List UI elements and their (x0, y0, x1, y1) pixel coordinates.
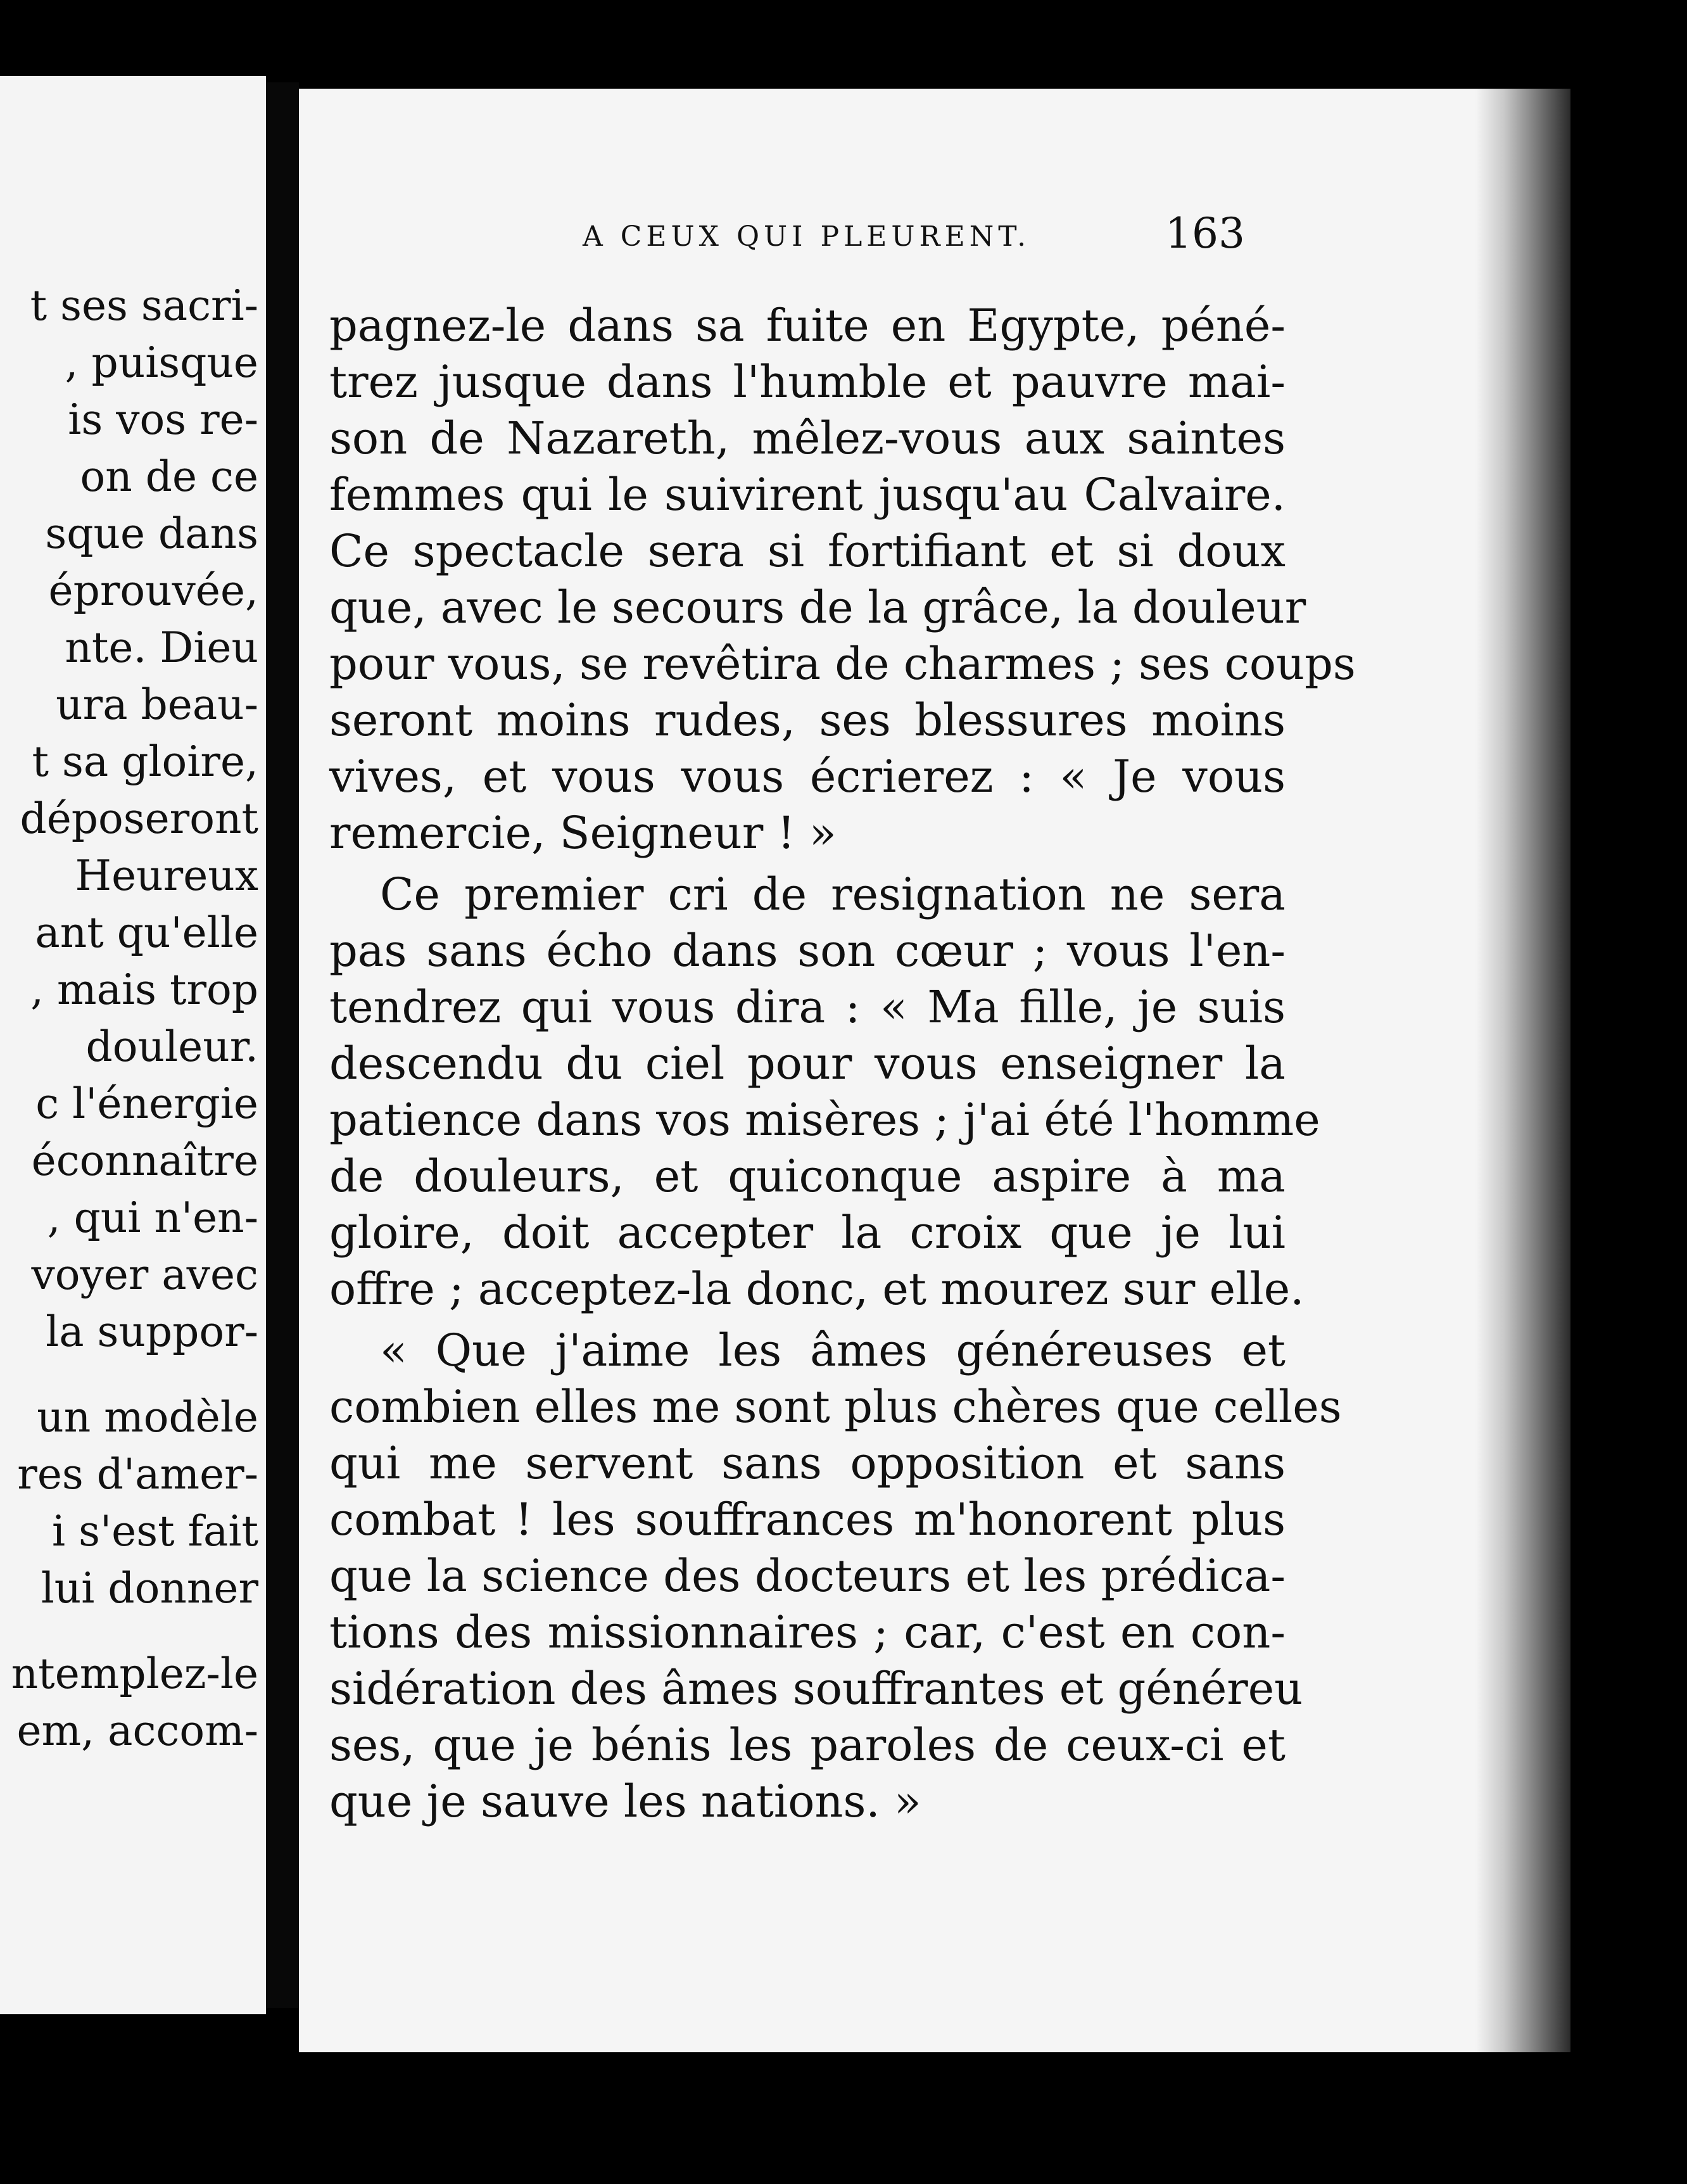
text-line: pas sans écho dans son cœur ; vous l'en- (329, 925, 1286, 977)
left-page-line: la suppor- (46, 1307, 258, 1356)
text-line: de douleurs, et quiconque aspire à ma (329, 1150, 1286, 1202)
text-line: Ce spectacle sera si fortifiant et si doux (329, 525, 1286, 577)
text-line: seront moins rudes, ses blessures moins (329, 694, 1286, 746)
left-page-line: is vos re- (68, 395, 258, 444)
text-line: que la science des docteurs et les prédica- (329, 1550, 1286, 1602)
text-line: combien elles me sont plus chères que celles (329, 1381, 1342, 1433)
text-line: remercie, Seigneur ! » (329, 807, 837, 859)
left-page (0, 76, 266, 2014)
text-line: sidération des âmes souffrantes et généreu (329, 1663, 1303, 1715)
left-page-line: on de ce (80, 452, 258, 501)
text-line: que je sauve les nations. » (329, 1775, 921, 1827)
left-page-line: déposeront (20, 794, 258, 843)
body-text (329, 298, 1356, 1830)
left-page-text (11, 277, 258, 1760)
page-edge-shadow (1475, 89, 1570, 2052)
text-line: combat ! les souffrances m'honorent plus (329, 1494, 1286, 1546)
paragraph-gap (329, 1317, 1286, 1323)
text-line: Ce premier cri de resignation ne sera (380, 868, 1286, 920)
text-line: qui me servent sans opposition et sans (329, 1437, 1286, 1489)
left-page-line: c l'énergie (35, 1079, 258, 1128)
text-line: trez jusque dans l'humble et pauvre mai- (329, 356, 1286, 408)
left-page-line: voyer avec (31, 1250, 258, 1299)
text-line: son de Nazareth, mêlez-vous aux saintes (329, 412, 1286, 464)
text-line: tions des missionnaires ; car, c'est en con- (329, 1606, 1286, 1658)
text-line: vives, et vous vous écrierez : « Je vous (329, 751, 1286, 803)
left-page-line: , mais trop (30, 965, 258, 1014)
left-page-line: , qui n'en- (47, 1193, 258, 1242)
left-page-line: nte. Dieu (65, 623, 258, 672)
left-page-line: ant qu'elle (35, 908, 258, 957)
text-line: tendrez qui vous dira : « Ma fille, je suis (329, 981, 1286, 1033)
line-gap (11, 1617, 258, 1646)
page-number: 163 (1165, 209, 1245, 258)
text-line: pagnez-le dans sa fuite en Egypte, péné- (329, 300, 1286, 352)
text-line: offre ; acceptez-la donc, et mourez sur elle. (329, 1263, 1305, 1315)
page-header (583, 209, 1279, 260)
text-line: ses, que je bénis les paroles de ceux-ci et (329, 1719, 1286, 1771)
left-page-line: t sa gloire, (32, 737, 258, 786)
left-page-line: res d'amer- (17, 1450, 258, 1499)
text-line: femmes qui le suivirent jusqu'au Calvaire. (329, 469, 1286, 521)
text-line: patience dans vos misères ; j'ai été l'homme (329, 1094, 1320, 1146)
left-page-line: douleur. (85, 1022, 258, 1071)
text-line: descendu du ciel pour vous enseigner la (329, 1038, 1286, 1089)
text-line: gloire, doit accepter la croix que je lui (329, 1207, 1286, 1259)
paragraph-gap (329, 861, 1286, 867)
left-page-line: un modèle (37, 1393, 258, 1442)
text-line: que, avec le secours de la grâce, la douleur (329, 581, 1306, 633)
left-page-line: ntemplez-le (11, 1649, 258, 1698)
left-page-line: Heureux (75, 851, 258, 900)
line-gap (11, 1361, 258, 1389)
left-page-line: t ses sacri- (30, 281, 258, 330)
running-title: A CEUX QUI PLEURENT. (583, 220, 1031, 253)
left-page-line: , puisque (65, 338, 258, 387)
left-page-line: éconnaître (31, 1136, 258, 1185)
left-page-line: i s'est fait (52, 1507, 258, 1556)
left-page-line: em, accom- (16, 1706, 258, 1755)
left-page-line: sque dans (45, 509, 258, 558)
left-page-line: lui donner (41, 1564, 258, 1613)
left-page-line: éprouvée, (48, 566, 258, 615)
text-line: pour vous, se revêtira de charmes ; ses coups (329, 638, 1356, 690)
text-line: « Que j'aime les âmes généreuses et (380, 1324, 1286, 1376)
left-page-line: ura beau- (56, 680, 258, 729)
book-spine (266, 82, 299, 2008)
